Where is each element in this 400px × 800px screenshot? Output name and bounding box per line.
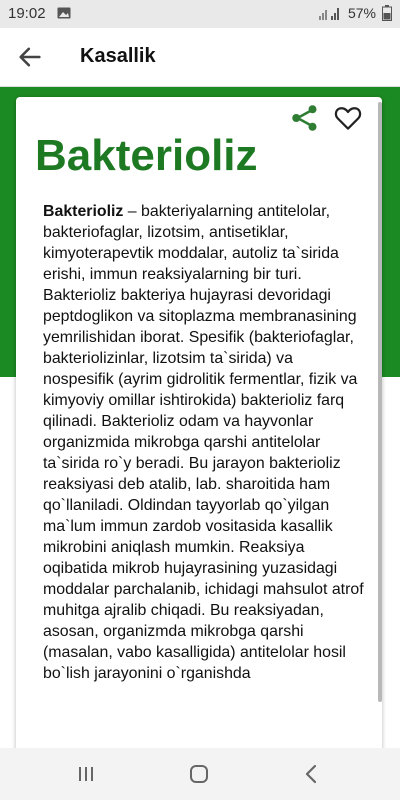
article-term: Bakterioliz [43,203,124,220]
article-text: – bakteriyalarning antitelolar, bakteriofaglar, lizotsim, antisetiklar, kimyoterapevtik moddalar, autoliz ta`sirida erishi, immun reaksiyalarning bir turi. Bakterioliz bakteriya hujayrasi devoridagi peptdoglikon va sitoplazma membranasining yemrilishidan iborat. Spesifik (bakteriofaglar, bakteriolizinlar, lizotsim ta`sirida) va nospesifik (ayrim gidrolitik fermentlar, fizik va kimyoviy omillar ishtirokida) bakterioliz farq qilinadi. Bakterioliz odam va hayvonlar organizmida mikrobga qarshi antitelolar ta`sirida ro`y beradi. Bu jarayon bakterioliz reaksiyasi deb atalib, lab. sharoitida ham qo`llaniladi. Oldindan tayyorlab qo`yilgan ma`lum immun zardob vositasida kasallik mikrobini aniqlash mumkin. Reaksiya oqibatida mikrob hujayrasining yuzasidagi moddalar parchalanib, ichidagi mahsulot atrof muhitga ajralib chiqadi. Bu reaksiyadan, asosan, organizmda mikrobga qarshi (masalan, vabo kasalligida) antitelolar hosil bo`lish jarayonini o`rganishda [43,203,364,682]
battery-icon [382,5,392,21]
system-nav-bar [0,748,400,800]
signal-icon [318,6,342,20]
page-title: Bakterioliz [35,131,258,180]
arrow-back-icon[interactable] [16,43,44,71]
heart-outline-icon[interactable] [332,103,364,133]
home-icon[interactable] [187,762,211,786]
status-bar [0,0,400,28]
article-card [16,97,382,757]
status-time: 19:02 [8,5,46,22]
article-body [43,201,367,684]
app-bar [0,28,400,87]
gallery-icon [57,7,71,19]
recents-icon[interactable] [74,762,98,786]
app-title: Kasallik [80,45,156,67]
scrollbar[interactable] [378,102,382,702]
battery-percent: 57% [347,5,376,21]
back-icon[interactable] [300,762,324,786]
status-right-group [318,5,392,21]
share-icon[interactable] [290,103,320,133]
